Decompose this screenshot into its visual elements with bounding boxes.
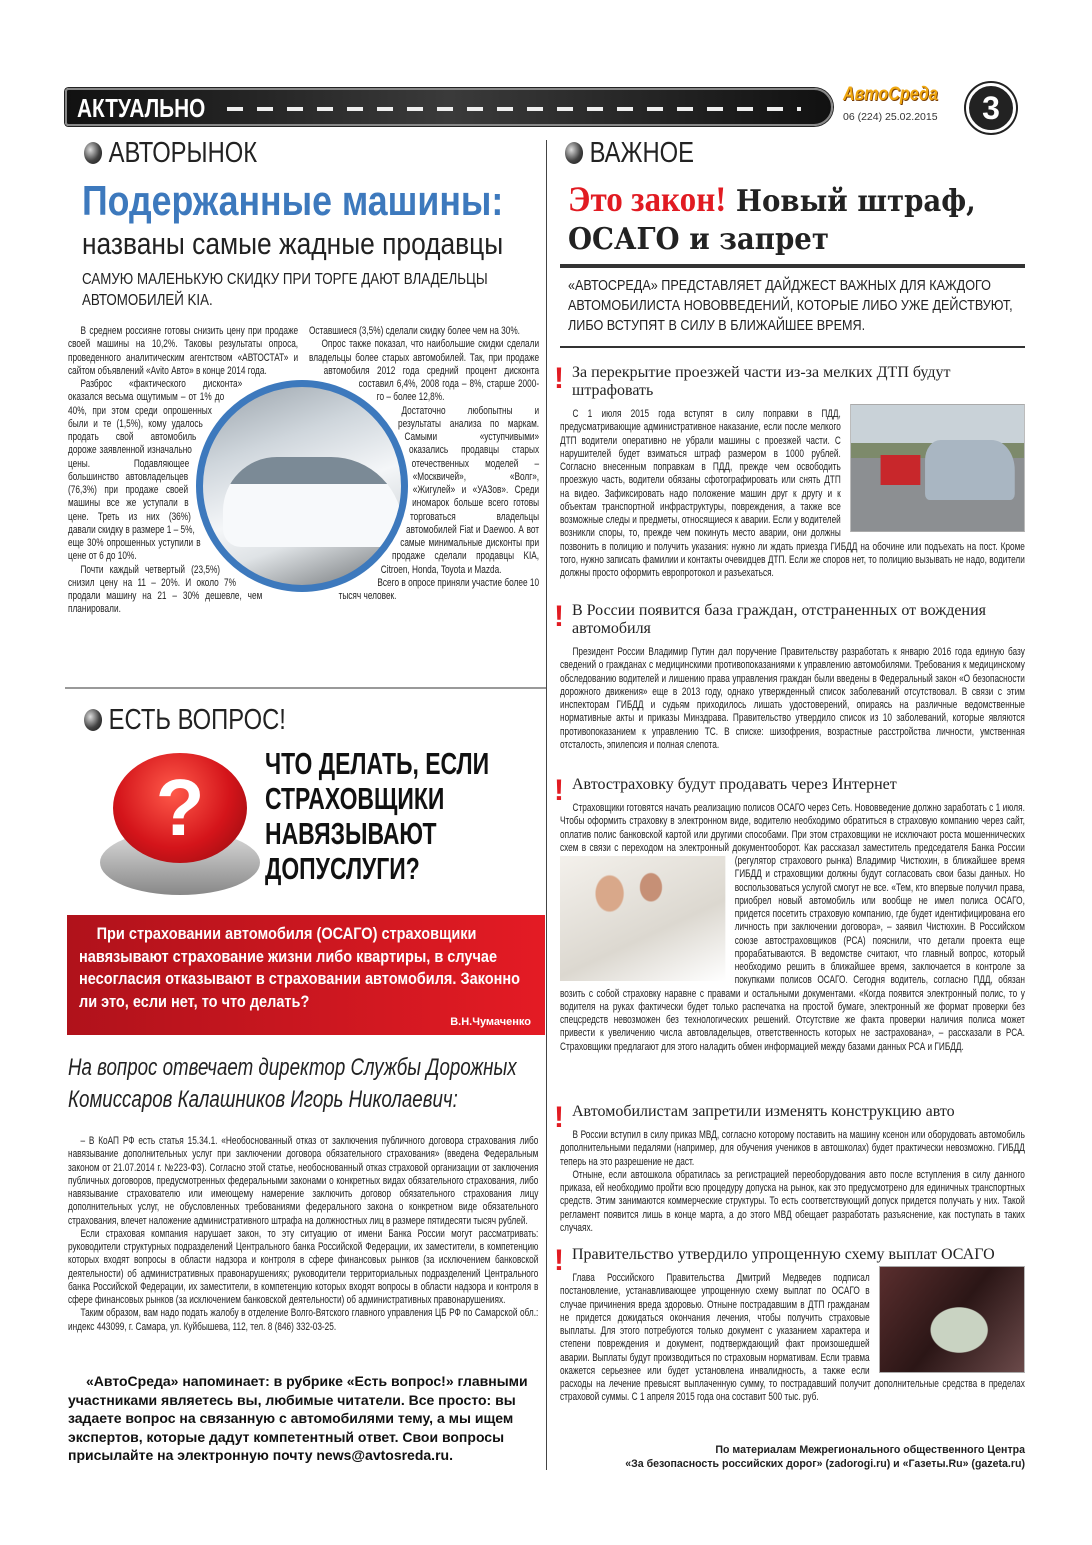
- money-hands-photo: [879, 1266, 1025, 1373]
- news-item: [554, 362, 1025, 580]
- exclamation-icon: !: [554, 1244, 564, 1277]
- paragraph: Всего в опросе приняли участие более 10 тысяч человек.: [338, 576, 540, 602]
- article-column-2: [309, 325, 539, 603]
- section-heading-question: [84, 703, 286, 737]
- paragraph: В среднем россияне готовы снизить цену при продаже своей машины на 10,2%. Таковы результаты опроса, проведенного аналитическим агентством «АВТОСТАТ» и сайтом объявлений «Avito Авто» в конце 2014 года.: [68, 325, 299, 377]
- section-label: ВАЖНОЕ: [589, 137, 695, 169]
- divider: [65, 687, 546, 689]
- paragraph: Таким образом, вам надо подать жалобу в отделение Волго-Вятского главного управления ЦБ РФ по Самарской обл.: индекс 443099, г. Самара, ул. Куйбышева, 112, тел. 8 (846) 332-03-25.: [68, 1307, 539, 1333]
- road-dashes: [227, 107, 801, 111]
- news-item: [554, 1101, 1025, 1235]
- reader-question: При страховании автомобиля (ОСАГО) страховщики навязывают страхование жизни либо квартиры, в случае несогласия отказывают в страховании автомобиля. Законно ли это, если нет, то что делать?: [79, 925, 521, 1011]
- page-number: 3: [966, 83, 1016, 133]
- bullet-icon: [565, 142, 583, 164]
- paragraph: Глава Российского Правительства Дмитрий Медведев подписал постановление, устанавливающее упрощенную схему выплат по ОСАГО в случае причинения вреда здоровью. Отныне пострадавшим в ДТП гражданам не придется дожидаться окончания лечения, чтобы получить страховые выплаты. Для этого потребуются только документ с указанием характера и степени повреждения и документ, подтверждающий факт произошедшей аварии. Выплаты будут производиться по страховым нормативам. Если травма окажется серьезнее или будет установлена инвалидность, а также если расходы на лечение превысят выплаченную сумму, то пострадавший получит дополнительные средства в пределах страховой суммы. С 1 апреля 2015 года она составит 500 тыс. руб.: [560, 1272, 1025, 1404]
- news-item: [554, 1244, 1025, 1405]
- news-headline: В России появится база граждан, отстраненных от вождения автомобиля: [572, 602, 986, 637]
- paragraph: С 1 июля 2015 года вступят в силу поправки в ПДД, предусматривающие административное наказание, если после мелкого ДТП водители оперативно не убрали машины с проезжей части. С нарушителей будет взиматься штраф размером в 1000 рублей. Согласно внесенным поправкам в ПДД, прежде чем освободить проезжую часть, водители обязаны сфотографировать или снять ДТП на видео. Зафиксировать надо положение машин друг к другу и к объектам транспортной инфраструктуры, повреждения, а также все возможные следы и предметы, относящиеся к аварии. Если у водителей возникли споры, то, прежде чем покинуть место аварии, они должны позвонить в полицию и получить указания: нужно ли ждать приезда ГИБДД на обочине или подъехать на пост. Кроме того, нужно записать фамилии и контакты очевидцев ДТП. Если же споров нет, то полицию вызывать не надо, водители должны просто оформить европротокол и разъехаться.: [560, 408, 1025, 579]
- logo: АвтоСреда: [843, 84, 938, 105]
- section-label: ЕСТЬ ВОПРОС!: [108, 704, 286, 736]
- news-item: [554, 600, 1025, 752]
- article-subtitle: названы самые жадные продавцы: [82, 226, 504, 261]
- digest-lead: «АВТОСРЕДА» ПРЕДСТАВЛЯЕТ ДАЙДЖЕСТ ВАЖНЫХ ДЛЯ КАЖДОГО АВТОМОБИЛИСТА НОВОВВЕДЕНИЙ, КОТОРЫЕ ЛИБО УЖЕ ДЕЙСТВУЮТ, ЛИБО ВСТУПЯТ В СИЛУ В БЛИЖАЙШЕЕ ВРЕМЯ.: [568, 277, 1013, 334]
- answer-body: [68, 1135, 538, 1334]
- paragraph: Опрос также показал, что наибольшие скидки сделали владельцы более старых автомобилей. Так, при продаже автомобиля 2012 года средний процент дисконта составил 6,4%, 2008 года – 8%, старше 2000-го – более 12,8%.: [309, 338, 540, 404]
- divider: [560, 264, 1025, 268]
- credits-line: «За безопасность российских дорог» (zadorogi.ru) и «Газеты.Ru» (gazeta.ru): [625, 1457, 1025, 1470]
- rubric-title: АКТУАЛЬНО: [77, 93, 206, 123]
- paragraph: – В КоАП РФ есть статья 15.34.1. «Необоснованный отказ от заключения публичного договора страхования либо навязывание дополнительных услуг при заключении договора обязательного страхования» (введена Федеральным законом от 21.07.2014 г. №223-ФЗ). Согласно этой статье, необоснованный отказ страховой организации от заключения публичных договоров, предусмотренных федеральными законами о конкретных видах обязательного страхования, либо навязывание страхователю или имеющему намерение заключить договор обязательного страхования лицу дополнительных услуг, не обусловленных требованиями федерального закона о конкретном виде обязательного страхования, влечет наложение административного штрафа на должностных лиц в размере пятидесяти тысяч рублей.: [68, 1135, 539, 1227]
- editorial-notice: «АвтоСреда» напоминает: в рубрике «Есть вопрос!» главными участниками являетесь вы, любимые читатели. Все просто: вы задаете вопрос на связанную с автомобилями тему, а мы ищем экспертов, которые дадут компетентный ответ. Свои вопросы присылайте на электронную почту news@avtosreda.ru.: [68, 1373, 528, 1463]
- news-item: [554, 774, 1025, 1054]
- news-headline: Правительство утвердило упрощенную схему выплат ОСАГО: [572, 1246, 995, 1263]
- news-headline: Автостраховку будут продавать через Интернет: [572, 776, 897, 793]
- question-mark-button-image: [95, 745, 265, 900]
- answer-intro: На вопрос отвечает директор Службы Дорожных Комиссаров Калашников Игорь Николаевич:: [68, 1054, 517, 1113]
- source-credits: [560, 1444, 1025, 1471]
- news-headline: Автомобилистам запретили изменять конструкцию авто: [572, 1103, 955, 1120]
- paragraph: Страховщики готовятся начать реализацию полисов ОСАГО через Сеть. Нововведение должно заработать с 1 июля. Чтобы оформить страховку в электронном виде, водителю необходимо обратиться в страховую компанию через сайт, оплатив полис банковской картой или другими способами. При этом страховщики не исключают роста мошеннических схем в связи с переходом на электронный документооборот. Как рассказал заместитель председателя Банка России (регулятор страхового рынка) Владимир Чистюхин, в ближайшее время ГИБДД и страховщики должны будут согласовать свои базы данных. Но воспользоваться услугой смогут не все. «Тем, кто впервые получил права, приобрел новый автомобиль или вообще не имел полиса ОСАГО, придется посетить страховую компанию, где будет идентифицирована его личность при заключении договора», – заявил Чистюхин. В Российском союзе автостраховщиков (РСА) пояснили, что детали проекта еще прорабатываются. В ведомстве считают, что главный вопрос, который необходимо решить в ближайшее время, заключается в контроле за покупками полисов ОСАГО. Сегодня водитель, согласно ПДД, обязан возить с собой страховку наравне с правами и остальными документами. «Когда появится электронный полис, то у водителя на руках фактически будет только распечатка на простой бумаге, электронный же формат проверки без спецсредств невозможен без технологических решений. Отсутствие же факта проверки наличия полиса может привести к увеличению числа автовладельцев, ответственность которых не застрахована», – рассказали в РСА. Страховщики предлагают для этого наладить обмен информацией между базами данных РСА и ГИБДД.: [560, 802, 1025, 1053]
- accident-photo: [850, 404, 1025, 532]
- couple-laptop-photo: [560, 856, 725, 981]
- section-heading-autorynok: [84, 136, 257, 170]
- article-lead: САМУЮ МАЛЕНЬКУЮ СКИДКУ ПРИ ТОРГЕ ДАЮТ ВЛАДЕЛЬЦЫ АВТОМОБИЛЕЙ KIA.: [82, 271, 488, 309]
- divider: [560, 346, 1025, 348]
- paragraph: Президент России Владимир Путин дал поручение Правительству разработать к январю 2016 года единую базу сведений о гражданах с медицинскими противопоказаниями к управлению автомобилями. Требования к медицинскому обследованию водителей и лишению права управления граждан были введены в Федеральный закон «О безопасности дорожного движения» еще в 2013 году, однако утвержденный список заболеваний отсутствовал. В связи с этим инспекторам ГИБДД и судьям приходилось лишать удостоверений, опираясь на различные ведомственные нормативные акты и приказы Минздрава. Правительство утвердило список из 10 заболеваний, которые являются противопоказанием к управлению ТС. В списке: шизофрения, возрастные расстройства личности, умственная отсталость, эпилепсия и полная слепота.: [560, 646, 1025, 751]
- paragraph: Отныне, если автошкола обратилась за регистрацией переоборудования авто после вступления в силу данного приказа, ей необходимо пройти всю процедуру допуска на рынок, как это предусмотрено для единичных транспортных средств. Этим занимаются коммерческие структуры. То есть соответствующий допуск придется получать у них. Такой регламент появится лишь в конце марта, а до этого МВД обещает разработать разъяснение, как поступать в таких случаях.: [560, 1168, 1025, 1234]
- exclamation-icon: !: [554, 774, 564, 807]
- bullet-icon: [84, 709, 102, 731]
- digest-title-red: Это закон!: [568, 179, 727, 219]
- paragraph: Если страховая компания нарушает закон, то эту ситуацию от имени Банка России могут рассматривать: руководители структурных подразделений Центрального банка Российской Федерации, их заместители, в компетенцию которых входят вопросы в области надзора и контроля в сфере финансовых рынков (за исключением банковской деятельности) об административных правонарушениях; руководители территориальных подразделений Центрального банка Российской Федерации, их заместители, в компетенцию которых входят вопросы в области надзора и контроля в сфере финансовых рынков (за исключением банковской деятельности) об административных правонарушениях.: [68, 1227, 539, 1306]
- question-mark-icon: ?: [113, 753, 247, 863]
- paragraph: В России вступил в силу приказ МВД, согласно которому поставить на машину ксенон или оборудовать автомобиль дополнительными педалями (например, для обучения учеников в автошколах) будет практически невозможно. ГИБДД теперь на это разрешение не даст.: [560, 1129, 1025, 1168]
- paragraph: Достаточно любопытны и результаты анализа по маркам. Самыми «уступчивыми» оказались продавцы старых отечественных моделей – «Москвичей», «Волг», «Жигулей» и «УАЗов». Среди иномарок больше всего готовы торговаться владельцы автомобилей Fiat и Daewoo. А вот самые минимальные дисконты при продаже сделали продавцы KIA, Citroen, Honda, Toyota и Mazda.: [380, 404, 540, 576]
- rubric-bar: [65, 88, 833, 126]
- digest-title-rest: Новый штраф, ОСАГО и запрет: [568, 184, 976, 257]
- bullet-icon: [84, 142, 102, 164]
- exclamation-icon: !: [554, 362, 564, 395]
- article-title: Подержанные машины:: [82, 177, 504, 224]
- section-label: АВТОРЫНОК: [108, 137, 258, 169]
- reader-question-box: [67, 915, 545, 1035]
- paragraph: Оставшиеся (3,5%) сделали скидку более чем на 30%.: [309, 325, 520, 337]
- issue-info: 06 (224) 25.02.2015: [843, 111, 938, 123]
- exclamation-icon: !: [554, 1101, 564, 1134]
- question-author: В.Н.Чумаченко: [450, 1016, 531, 1028]
- digest-title: [568, 180, 1033, 259]
- question-headline: ЧТО ДЕЛАТЬ, ЕСЛИ СТРАХОВЩИКИ НАВЯЗЫВАЮТ ДОПУСЛУГИ?: [265, 746, 490, 886]
- credits-line: По материалам Межрегионального общественного Центра: [715, 1444, 1025, 1456]
- exclamation-icon: !: [554, 600, 564, 633]
- paragraph: Разброс «фактического дисконта» оказался весьма ощутимым – от 1% до 40%, при этом среди опрошенных были и те (1,5%), кому удалось продать свой автомобиль дороже заявленной изначально цены. Подавляющее большинство автовладельцев (76,3%) при продаже своей машины все же уступали в цене. Треть из них (36%) давали скидку в размере 1 – 5%, еще 30% опрошенных уступили в цене от 6 до 10%.: [68, 378, 243, 563]
- article-column-1: [68, 325, 298, 617]
- news-headline: За перекрытие проезжей части из-за мелких ДТП будут штрафовать: [572, 364, 951, 399]
- section-heading-important: [565, 136, 694, 170]
- paragraph: Почти каждый четвертый (23,5%) снизил цену на 11 – 20%. И около 7% продали машину на 21 – 30% дешевле, чем планировали.: [68, 563, 263, 616]
